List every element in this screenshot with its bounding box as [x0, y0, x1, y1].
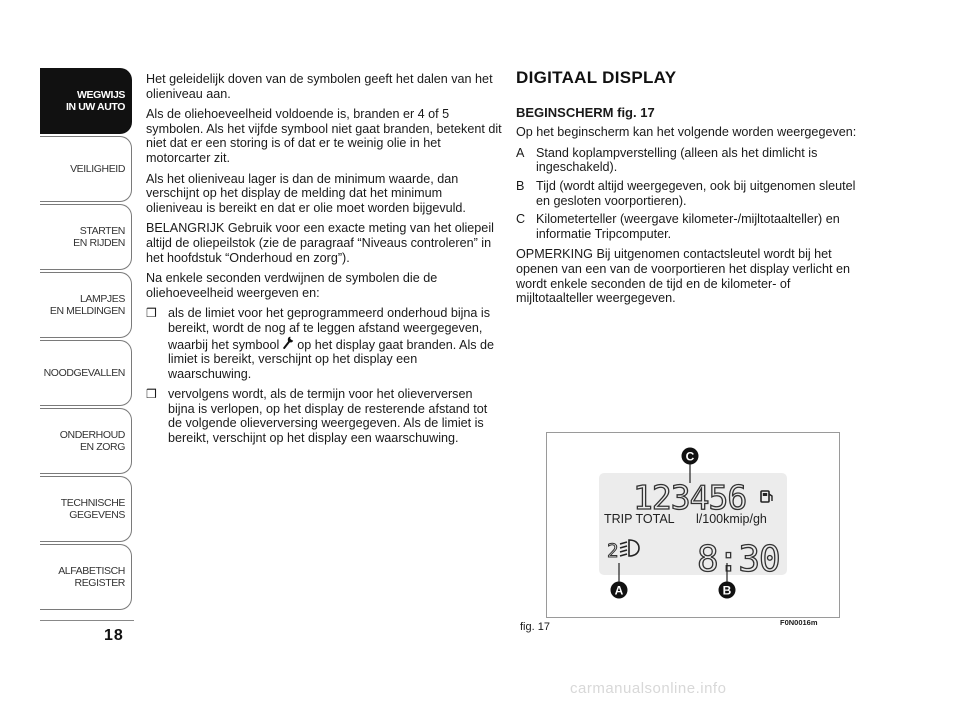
list-text: Kilometerteller (weergave kilometer-/mijltotaalteller) en informatie Tripcomputer.	[536, 212, 840, 241]
intro-paragraph: Op het beginscherm kan het volgende worden weergegeven:	[516, 125, 857, 140]
list-letter: B	[516, 178, 525, 193]
tab-alfabetisch-register[interactable]	[40, 544, 132, 610]
tab-veiligheid[interactable]	[40, 136, 132, 202]
right-column	[516, 68, 866, 312]
list-item	[516, 146, 866, 175]
unit-label: l/100kmip/gh	[696, 512, 767, 526]
note-paragraph: OPMERKING Bij uitgenomen contactsleutel wordt bij het openen van een van de voorportieren het display verlicht en wordt enkele seconden de tijd en de kilometer- of mijltotaalteller weergegeven.	[516, 247, 850, 306]
paragraph: Na enkele seconden verdwijnen de symbolen die de oliehoeveelheid weergeven en:	[146, 271, 438, 300]
bullet-text: vervolgens wordt, als de termijn voor het olieverversen bijna is verlopen, op het display de resterende afstand tot de volgende olieverversing weergegeven. Als de limiet is bereikt, verschijnt op het display een waarschuwing.	[168, 387, 488, 446]
page-number: 18	[104, 627, 124, 644]
bullet-text	[168, 306, 502, 381]
paragraph: Als de oliehoeveelheid voldoende is, branden er 4 of 5 symbolen. Als het vijfde symbool niet gaat branden, betekent dit niet dat er een storing is of dat er te weinig olie in het motorcarter zit.	[146, 107, 502, 165]
clock-display: 8:30	[697, 539, 780, 580]
watermark: carmanualsonline.info	[570, 680, 727, 697]
list-item	[516, 212, 866, 241]
bullet-item	[146, 306, 502, 381]
tab-label: ONDERHOUD EN ZORG	[59, 429, 125, 453]
tab-starten-en-rijden[interactable]	[40, 204, 132, 270]
callout-c-label: C	[685, 449, 695, 464]
bullet-item	[146, 387, 502, 445]
tab-label: WEGWIJS IN UW AUTO	[66, 89, 125, 113]
paragraph: Het geleidelijk doven van de symbolen geeft het dalen van het olieniveau aan.	[146, 72, 493, 101]
tab-wegwijs-in-uw-auto[interactable]	[40, 68, 132, 134]
bullet-checkbox-icon: ❒	[146, 387, 157, 402]
odometer-display: 123456	[633, 478, 747, 517]
trip-total-label: TRIP TOTAL	[604, 512, 675, 526]
tab-label: STARTEN EN RIJDEN	[73, 225, 125, 249]
beam-level-digit: 2	[607, 540, 619, 562]
callout-b-label: B	[722, 583, 732, 598]
tab-label: VEILIGHEID	[70, 163, 125, 175]
bullet-text-part: op het display gaat branden. Als de limiet is bereikt, verschijnt op het display een waarschuwing.	[168, 337, 495, 381]
tab-onderhoud-en-zorg[interactable]	[40, 408, 132, 474]
tab-label: NOODGEVALLEN	[43, 367, 125, 379]
figure-code: F0N0016m	[780, 618, 818, 627]
figure-caption: fig. 17	[520, 621, 550, 633]
paragraph: Als het olieniveau lager is dan de minimum waarde, dan verschijnt op het display de melding dat het minimum olieniveau is bereikt en dat er olie moet worden bijgevuld.	[146, 171, 466, 215]
wrench-icon	[283, 336, 294, 353]
display-illustration	[547, 433, 839, 617]
tab-noodgevallen[interactable]	[40, 340, 132, 406]
page-number-rule	[40, 620, 134, 621]
list-text: Tijd (wordt altijd weergegeven, ook bij uitgenomen sleutel en gesloten voorportieren).	[536, 178, 856, 208]
list-text: Stand koplampverstelling (alleen als het dimlicht is ingeschakeld).	[536, 145, 818, 175]
bullet-checkbox-icon: ❒	[146, 306, 157, 321]
tab-label: LAMPJES EN MELDINGEN	[49, 293, 125, 317]
tab-lampjes-en-meldingen[interactable]	[40, 272, 132, 338]
tab-technische-gegevens[interactable]	[40, 476, 132, 542]
left-column	[146, 72, 502, 452]
tab-label: TECHNISCHE GEGEVENS	[60, 497, 125, 521]
figure-17	[546, 432, 840, 618]
paragraph: BELANGRIJK Gebruik voor een exacte meting van het oliepeil altijd de oliepeilstok (zie de paragraaf “Niveaus controleren” in het hoofdstuk “Onderhoud en zorg”).	[146, 221, 494, 265]
list-letter: A	[516, 145, 525, 160]
list-letter: C	[516, 212, 526, 227]
callout-a-label: A	[614, 583, 624, 598]
list-item	[516, 179, 866, 208]
subheading: BEGINSCHERM fig. 17	[516, 104, 655, 120]
tab-label: ALFABETISCH REGISTER	[58, 565, 125, 589]
bullet-text-part: als de limiet voor het geprogrammeerd onderhoud bijna is bereikt, wordt de nog af te leggen afstand weergegeven, waarbij het symbool	[168, 306, 491, 352]
section-title: DIGITAAL DISPLAY	[516, 68, 677, 87]
